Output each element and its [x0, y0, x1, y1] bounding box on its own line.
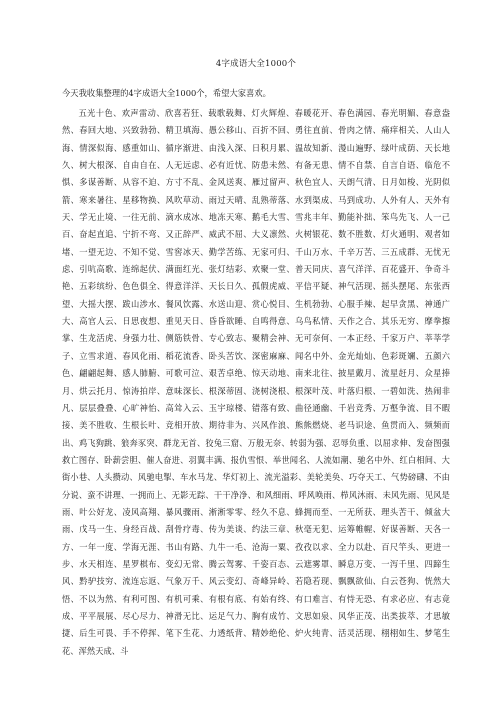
document-title: 4字成语大全1000个: [215, 59, 297, 69]
document-body-paragraph: 五光十色、欢声雷动、欣喜若狂、载歌载舞、灯火辉煌、春暖花开、春色满园、春光明媚、春意盎然、春回大地、兴致勃勃、精卫填海、愚公移山、百折不回、勇往直前、骨肉之情、痛痒相关、人山人海、情深似海、感重如山、循序渐进、由浅入深、日积月累、温故知新、漫山遍野、绿叶成荫、天长地久、树大根深、自由自在、人无远虑、必有近忧、防患未然、有备无患、情不自禁、自言自语、临危不惧、多谋善断、从容不迫、方寸不乱、金风送爽、雁过留声、秋色宜人、天朗气清、日月如梭、光阴似箭、寒来暑往、星移物换、风吹草动、雨过天晴、乱熟蒂落、水到渠成、马到成功、人外有人、天外有天、学无止境、一往无前、滴水成冰、地冻天寒、鹅毛大雪、雪兆丰年、勤能补拙、笨鸟先飞、人一己百、奋起直追、宁折不弯、又正辞严、威武不屈、大义凛然、火树银花、数不胜数、灯火通明、观者如堵、一望无边、不知不觉、雪窖冰天、勤学苦练、无家可归、千山万水、千辛万苦、三五成群、无忧无虑、引吭高歌、连绵起伏、满面红光、张灯结彩、欢聚一堂、普天同庆、喜气洋洋、百花盛开、争奇斗艳、五彩缤纷、色色俱全、得意洋洋、天长日久、孤假虎威、平信平疑、神气活现、摇头摆尾、东张西望、大摇大摆、跋山涉水、餐风饮露、水送山迎、赏心悦目、生机勃勃、心服手辣、起早贪黑、神通广大、高官人云、日思夜想、重见天日、昏昏欲睡、自鸣得意、乌鸟私情、天作之合、其乐无穷、摩拳擦掌、生龙活虎、身强力壮、侧筋铁骨、专心致志、聚精会神、无可奈何、一本正经、千家万户、莘莘学子、立雪求道、春风化雨、稻花流香、卧头苦饮、深密麻麻、闻名中外、金光灿灿、色彩斑斓、五颜六色、翩翩起舞、感人肺腑、可歌可泣、艰苦卓绝、惊天动地、南来北往、披星戴月、流星赶月、众星捧月、烘云托月、惊涛拍岸、意味深长、根深蒂固、浇树浇根、根深叶茂、叶落归根、一碧如洗、热闹非凡、层层叠叠、心旷神怡、高耸入云、玉宇琼楼、错落有致、曲径通幽、千岩竞秀、万壑争流、目不暇接、美不胜收、生根长叶、竞相开放、期待非为、兴风作浪、熊熊燃烧、老马识途、鱼贯而入、频频而出、鸡飞狗跳、狼奔豕突、群龙无首、狡兔三窟、万般无奈、转弱为强、忍辱负重、以屈求伸、发奋图强救亡图存、卧薪尝胆、催人奋进、羽翼丰满、报仇雪恨、举世闻名、人流如潮、驰名中外、红白相间、大街小巷、人头攒动、风驰电掣、车水马龙、华灯初上、流光溢彩、美轮美奂、巧夺天工、气势磅礴、不由分说、蛮不讲理、一拥而上、无影无踪、干干净净、和风细雨、呼风唤雨、栉风沐雨、未风先雨、见风是雨、叶公好龙、凌风高翔、暴风骤雨、淅淅零零、经久不息、蜂拥而至、一无所获、理头苦干、倾盆大雨、戊马一生、身经百战、刮骨疗毒、传为美谈、约法三章、秋毫无犯、运筹帷幄、好谋善断、天各一方、一年一度、学海无涯、书山有路、九牛一毛、沧海一粟、孜孜以求、全力以赴、百尺竿头、更进一步、水天相连、星罗棋布、变幻无常、腾云驾雾、千姿百态、云遮雾罩、瞬息万变、一泻千里、四蹄生风、黔驴技穷、流连忘返、气象万千、风云变幻、奇峰异岭、若隐若现、飘飘欲仙、白云苍狗、恍然大悟、不以为然、有利可图、有机可乘、有根有底、有始有终、有口难言、有恃无恐、有求必应、有志竟成、平平展展、尽心尽力、神滑无比、运足气力、胸有成竹、文思如泉、风华正茂、出类拔萃、才思敏捷、后生可畏、手不停挥、笔下生花、力透纸背、精妙绝伦、炉火纯青、活灵活现、栩栩如生、梦笔生花、浑然天成、斗: [62, 108, 450, 656]
document-intro: 今天我收集整理的4字成语大全1000个，希望大家喜欢。: [62, 88, 271, 98]
document-page: [62, 58, 450, 660]
